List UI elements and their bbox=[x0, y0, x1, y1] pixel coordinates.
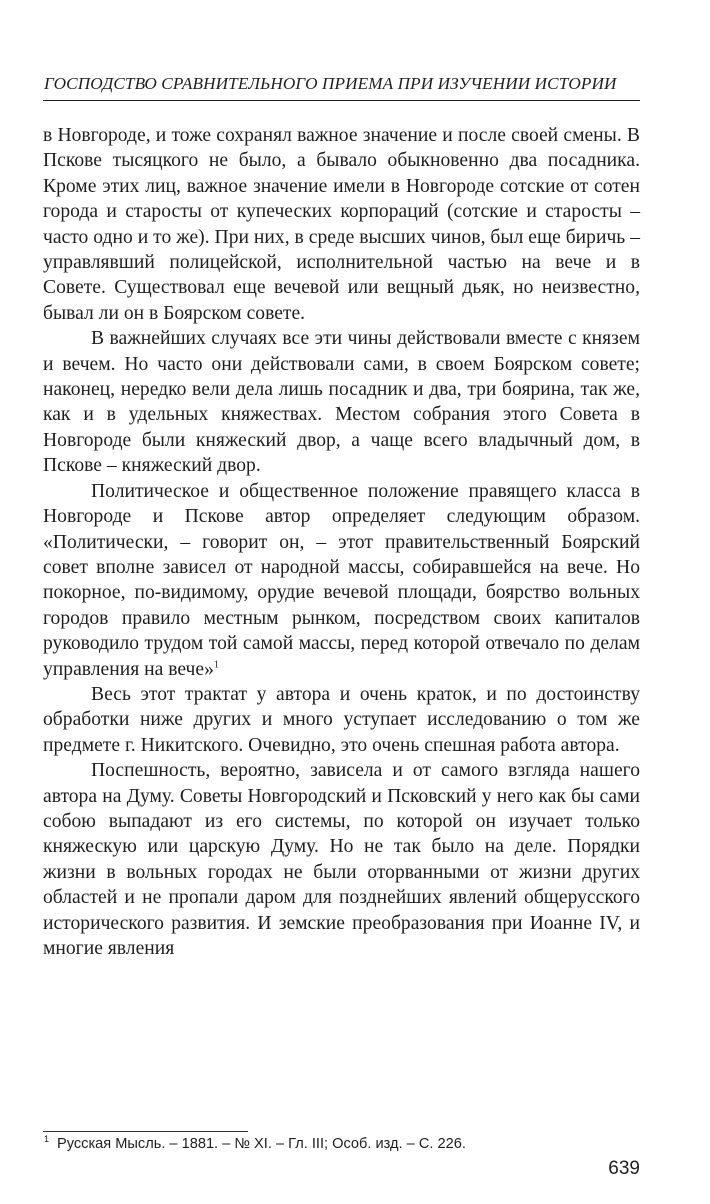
paragraph bbox=[43, 758, 640, 961]
footnote-text: Русская Мысль. – 1881. – № XI. – Гл. III; Особ. изд. – С. 226. bbox=[57, 1136, 466, 1152]
footnote bbox=[44, 1135, 640, 1153]
paragraph bbox=[43, 479, 640, 682]
paragraph-text: Политическое и общественное положение правящего класса в Новгороде и Пскове автор определяет следующим образом. «Политически, – говорит он, – этот правительственный Боярский совет вполне зависел от народной массы, собиравшейся на вече. Но покорное, по-видимому, орудие вечевой площади, боярство вольных городов правило местным рынком, посредством своих капиталов руководило трудом той самой массы, перед которой отвечало по делам управления на вече» bbox=[43, 480, 640, 680]
paragraph-continuation bbox=[43, 123, 640, 326]
body-text bbox=[43, 123, 640, 961]
footnote-mark: 1 bbox=[44, 1134, 50, 1145]
footnote-reference: 1 bbox=[213, 659, 219, 670]
page-number: 639 bbox=[608, 1158, 640, 1179]
paragraph-text: в Новгороде, и тоже сохранял важное значение и после своей смены. В Пскове тысяцкого не было, а бывало обыкновенно два посадника. Кроме этих лиц, важное значение имели в Новгороде сотские от сотен города и старосты от купеческих корпораций (сотские и старосты – часто одно и то же). При них, в среде высших чинов, был еще биричь – управлявший полицейской, исполнительной частью на вече и в Совете. Существовал еще вечевой или вещный дьяк, но неизвестно, бывал ли он в Боярском совете. bbox=[43, 125, 640, 324]
header-rule bbox=[43, 100, 640, 101]
running-header: ГОСПОДСТВО СРАВНИТЕЛЬНОГО ПРИЕМА ПРИ ИЗУЧЕНИИ ИСТОРИИ bbox=[44, 74, 617, 93]
paragraph bbox=[43, 682, 640, 758]
paragraph bbox=[43, 326, 640, 478]
paragraph-text: В важнейших случаях все эти чины действовали вместе с князем и вечем. Но часто они действовали сами, в своем Боярском совете; наконец, нередко вели дела лишь посадник и два, три боярина, так же, как и в удельных княжествах. Местом собрания этого Совета в Новгороде были княжеский двор, а чаще всего владычный дом, в Пскове – княжеский двор. bbox=[43, 328, 640, 477]
paragraph-text: Поспешность, вероятно, зависела и от самого взгляда нашего автора на Думу. Советы Новгородский и Псковский у него как бы сами собою выпадают из его системы, по которой он изучает только княжескую или царскую Думу. Но не так было на деле. Порядки жизни в вольных городах не были оторванными от жизни других областей и не пропали даром для позднейших явлений общерусского исторического развития. И земские преобразования при Иоанне IV, и многие явления bbox=[43, 760, 640, 959]
footnote-rule bbox=[43, 1131, 248, 1132]
paragraph-text: Весь этот трактат у автора и очень краток, и по достоинству обработки ниже других и много уступает исследованию о том же предмете г. Никитского. Очевидно, это очень спешная работа автора. bbox=[43, 683, 640, 756]
